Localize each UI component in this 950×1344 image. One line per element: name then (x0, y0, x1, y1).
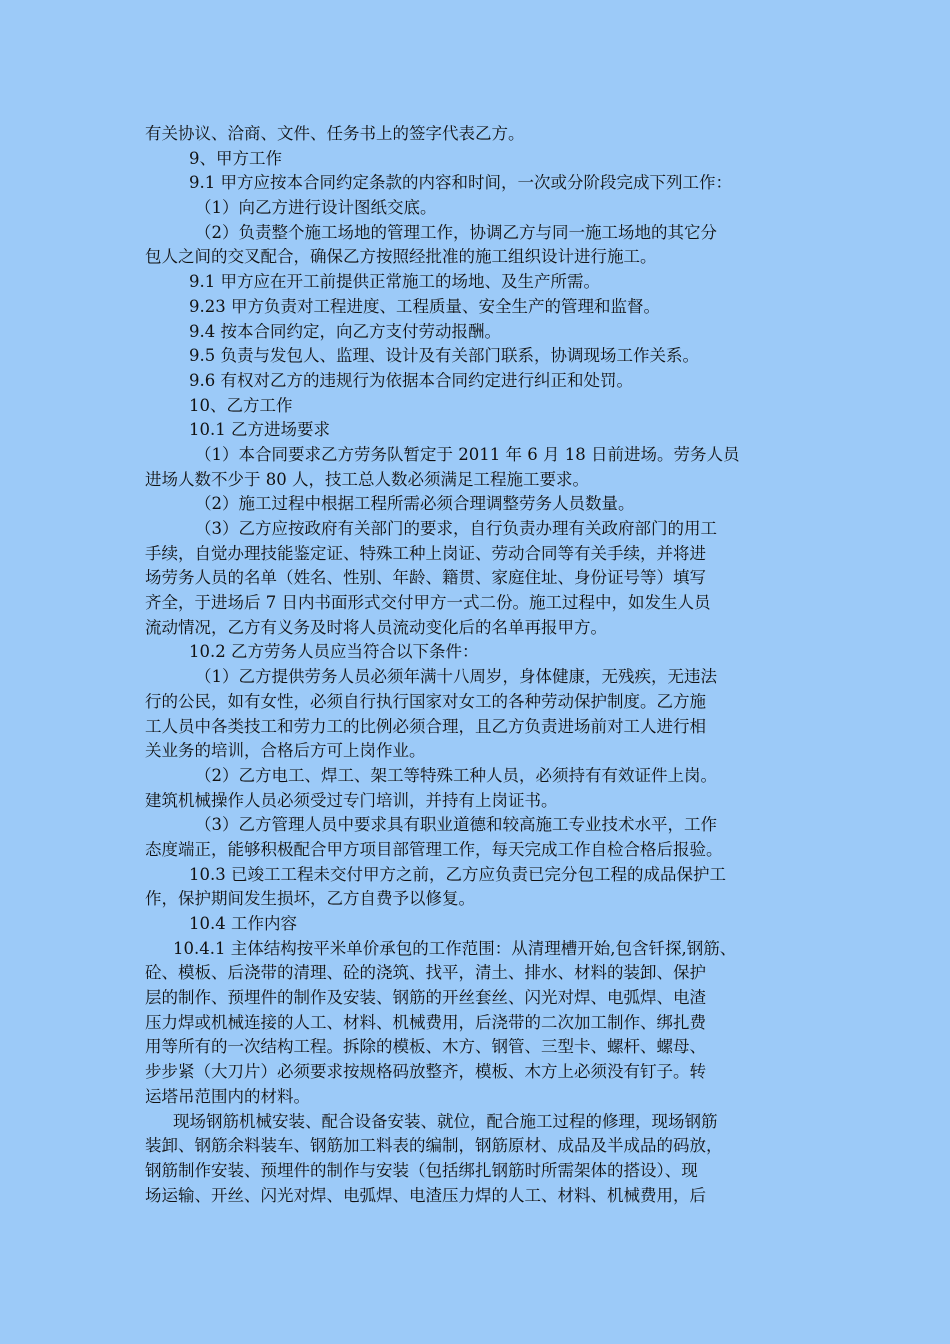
text-line: 场运输、开丝、闪光对焊、电弧焊、电渣压力焊的人工、材料、机械费用，后 (145, 1185, 706, 1205)
subsection-heading: 10.2 乙方劳务人员应当符合以下条件： (189, 642, 479, 662)
text-line: 建筑机械操作人员必须受过专门培训，并持有上岗证书。 (145, 790, 558, 810)
text-line: 关业务的培训，合格后方可上岗作业。 (145, 741, 426, 761)
text-line: （3）乙方管理人员中要求具有职业道德和较高施工专业技术水平，工作 (195, 815, 717, 835)
text-line: 10.4.1 主体结构按平米单价承包的工作范围：从清理槽开始,包含钎探,钢筋、 (173, 938, 737, 958)
text-line: （1）向乙方进行设计图纸交底。 (195, 198, 437, 218)
text-line: 9.1 甲方应在开工前提供正常施工的场地、及生产所需。 (189, 272, 600, 292)
text-line: （1）本合同要求乙方劳务队暂定于 2011 年 6 月 18 日前进场。劳务人员 (195, 444, 740, 464)
text-line: 10.3 已竣工工程未交付甲方之前，乙方应负责已完分包工程的成品保护工 (189, 864, 726, 884)
text-line: 9.6 有权对乙方的违规行为依据本合同约定进行纠正和处罚。 (189, 370, 633, 390)
text-line: 手续，自觉办理技能鉴定证、特殊工种上岗证、劳动合同等有关手续，并将进 (145, 543, 706, 563)
text-line: （2）乙方电工、焊工、架工等特殊工种人员，必须持有有效证件上岗。 (195, 765, 717, 785)
text-line: 步步紧（大刀片）必须要求按规格码放整齐，模板、木方上必须没有钉子。转 (145, 1062, 706, 1082)
text-line: 9.1 甲方应按本合同约定条款的内容和时间，一次或分阶段完成下列工作： (189, 173, 732, 193)
text-line: 态度端正，能够积极配合甲方项目部管理工作，每天完成工作自检合格后报验。 (145, 839, 723, 859)
text-line: 齐全，于进场后 7 日内书面形式交付甲方一式二份。施工过程中，如发生人员 (145, 593, 711, 613)
text-line: 流动情况，乙方有义务及时将人员流动变化后的名单再报甲方。 (145, 617, 607, 637)
text-line: （2）负责整个施工场地的管理工作，协调乙方与同一施工场地的其它分 (195, 222, 717, 242)
subsection-heading: 10.1 乙方进场要求 (189, 420, 330, 440)
text-line: 运塔吊范围内的材料。 (145, 1086, 310, 1106)
text-line: （3）乙方应按政府有关部门的要求，自行负责办理有关政府部门的用工 (195, 519, 717, 538)
text-line: 9.4 按本合同约定，向乙方支付劳动报酬。 (189, 321, 501, 341)
text-line: 装卸、钢筋余料装车、钢筋加工料表的编制，钢筋原材、成品及半成品的码放， (145, 1136, 723, 1156)
subsection-heading: 10.4 工作内容 (189, 914, 297, 933)
text-line: 行的公民，如有女性，必须自行执行国家对女工的各种劳动保护制度。乙方施 (145, 691, 706, 711)
section-heading-9: 9、甲方工作 (189, 148, 282, 168)
text-line: 层的制作、预埋件的制作及安装、钢筋的开丝套丝、闪光对焊、电弧焊、电渣 (145, 988, 706, 1008)
text-line: （1）乙方提供劳务人员必须年满十八周岁，身体健康，无残疾，无违法 (195, 667, 717, 687)
text-line: 钢筋制作安装、预埋件的制作与安装（包括绑扎钢筋时所需架体的搭设）、现 (145, 1160, 698, 1180)
text-line: 包人之间的交叉配合，确保乙方按照经批准的施工组织设计进行施工。 (145, 247, 657, 267)
text-line: 用等所有的一次结构工程。拆除的模板、木方、钢管、三型卡、螺杆、螺母、 (145, 1037, 706, 1057)
text-line: 有关协议、洽商、文件、任务书上的签字代表乙方。 (145, 124, 525, 143)
text-line: （2）施工过程中根据工程所需必须合理调整劳务人员数量。 (195, 494, 635, 514)
text-line: 场劳务人员的名单（姓名、性别、年龄、籍贯、家庭住址、身份证号等）填写 (145, 568, 706, 588)
text-line: 压力焊或机械连接的人工、材料、机械费用，后浇带的二次加工制作、绑扎费 (145, 1012, 706, 1032)
section-heading-10: 10、乙方工作 (189, 395, 293, 415)
text-line: 工人员中各类技工和劳力工的比例必须合理，且乙方负责进场前对工人进行相 (145, 716, 706, 736)
text-line: 9.5 负责与发包人、监理、设计及有关部门联系，协调现场工作关系。 (189, 346, 699, 366)
text-line: 进场人数不少于 80 人，技工总人数必须满足工程施工要求。 (145, 469, 589, 489)
text-line: 砼、模板、后浇带的清理、砼的浇筑、找平，清土、排水、材料的装卸、保护 (145, 963, 706, 983)
document-body (145, 122, 813, 1208)
text-line: 作，保护期间发生损坏，乙方自费予以修复。 (145, 889, 475, 909)
text-line: 9.23 甲方负责对工程进度、工程质量、安全生产的管理和监督。 (189, 296, 660, 316)
text-line: 现场钢筋机械安装、配合设备安装、就位，配合施工过程的修理，现场钢筋 (173, 1111, 718, 1131)
